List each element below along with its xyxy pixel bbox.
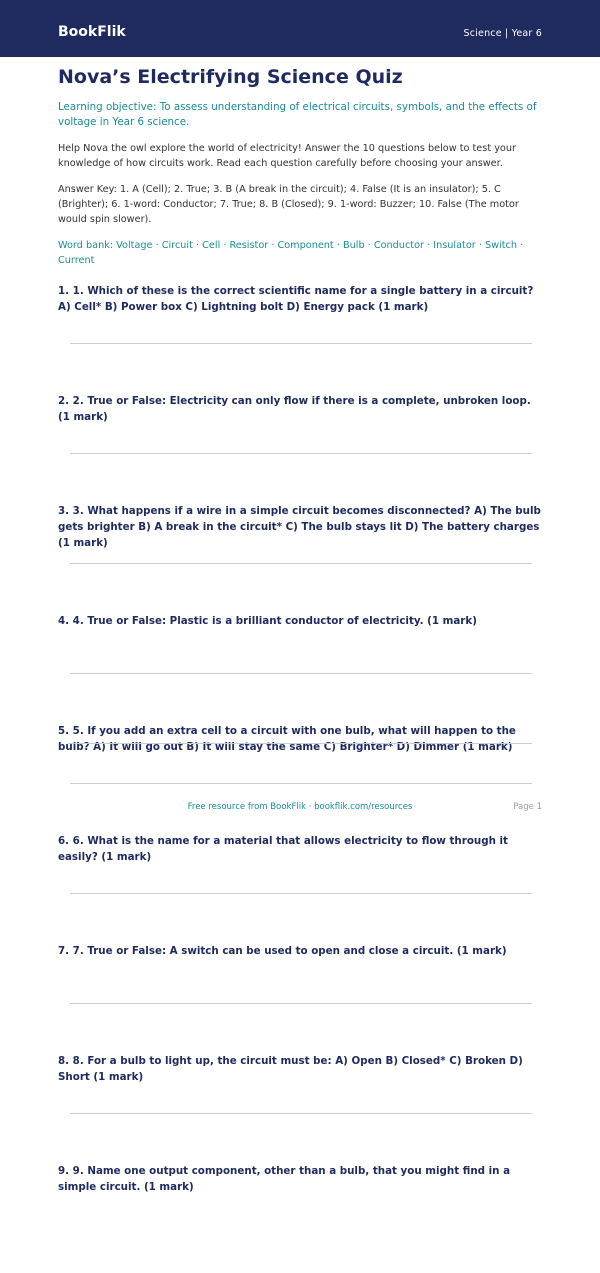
footer-resource-link[interactable]: Free resource from BookFlik · bookflik.com/resources <box>187 802 413 812</box>
answer-line[interactable] <box>70 893 532 894</box>
question-text: 1. 1. Which of these is the correct scientific name for a single battery in a circuit? A) Cell* B) Power box C) Lightning bolt D) Energy pack (1 mark) <box>58 285 534 313</box>
answer-line[interactable] <box>70 453 532 454</box>
question-text: 2. 2. True or False: Electricity can only flow if there is a complete, unbroken loop. (1 mark) <box>58 395 531 423</box>
question-item <box>58 1163 544 1273</box>
answer-line[interactable] <box>70 1003 532 1004</box>
header-bar <box>0 0 600 57</box>
question-item <box>58 833 544 943</box>
question-item <box>58 283 544 393</box>
question-text: 5. 5. If you add an extra cell to a circuit with one bulb, what will happen to the bulb? A) It will go out B) It will stay the same C) Brighter* D) Dimmer (1 mark) <box>58 725 516 753</box>
answer-line[interactable] <box>70 1113 532 1114</box>
question-text: 7. 7. True or False: A switch can be used to open and close a circuit. (1 mark) <box>58 945 507 957</box>
question-text: 3. 3. What happens if a wire in a simple circuit becomes disconnected? A) The bulb gets brighter B) A break in the circuit* C) The bulb stays lit D) The battery charges (1 mark) <box>58 505 541 549</box>
question-text: 8. 8. For a bulb to light up, the circuit must be: A) Open B) Closed* C) Broken D) Short (1 mark) <box>58 1055 523 1083</box>
question-item <box>58 1053 544 1163</box>
document-content <box>58 65 544 1273</box>
question-text: 6. 6. What is the name for a material that allows electricity to flow through it easily? (1 mark) <box>58 835 508 863</box>
question-text: 4. 4. True or False: Plastic is a brilliant conductor of electricity. (1 mark) <box>58 615 477 627</box>
intro-text: Help Nova the owl explore the world of electricity! Answer the 10 questions below to test your knowledge of how circuits work. Read each question carefully before choosing your answer. <box>58 143 516 169</box>
answer-line[interactable] <box>70 673 532 674</box>
answer-line[interactable] <box>70 563 532 564</box>
learning-objective: Learning objective: To assess understanding of electrical circuits, symbols, and the effects of voltage in Year 6 science. <box>58 101 537 128</box>
answer-line[interactable] <box>70 783 532 784</box>
subject-label: Science | Year 6 <box>463 28 542 39</box>
answer-line[interactable] <box>68 743 532 744</box>
question-item <box>58 723 544 833</box>
question-item <box>58 393 544 503</box>
question-item <box>58 503 544 613</box>
question-list <box>58 283 544 1273</box>
question-text: 9. 9. Name one output component, other than a bulb, that you might find in a simple circuit. (1 mark) <box>58 1165 511 1193</box>
page-number: Page 1 <box>513 802 542 812</box>
question-item <box>58 613 544 723</box>
brand-logo[interactable]: BookFlik <box>58 24 126 40</box>
word-bank: Word bank: Voltage · Circuit · Cell · Resistor · Component · Bulb · Conductor · Insulator · Switch · Current <box>58 240 524 266</box>
answer-line[interactable] <box>70 343 532 344</box>
answer-key: Answer Key: 1. A (Cell); 2. True; 3. B (A break in the circuit); 4. False (It is an insulator); 5. C (Brighter); 6. 1-word: Conductor; 7. True; 8. B (Closed); 9. 1-word: Buzzer; 10. False (The motor would spin slower). <box>58 184 519 225</box>
page-title: Nova’s Electrifying Science Quiz <box>58 66 403 88</box>
question-item <box>58 943 544 1053</box>
